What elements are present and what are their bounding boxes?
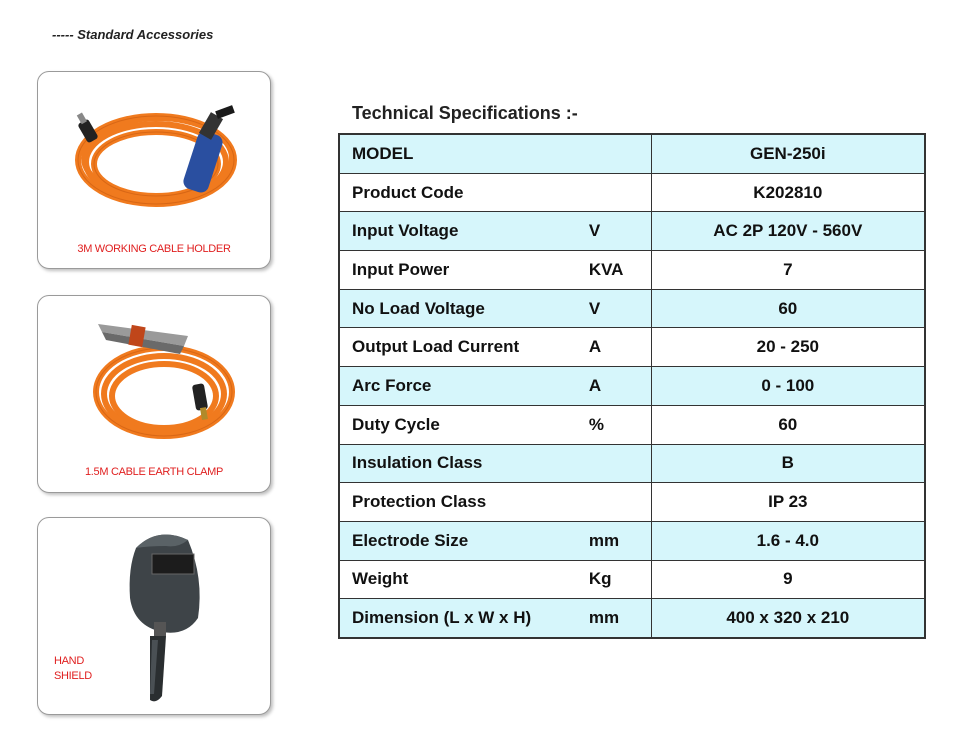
table-row	[339, 212, 925, 251]
spec-value: 1.6 - 4.0	[651, 521, 925, 560]
spec-param: Arc Force	[339, 367, 585, 406]
spec-param: Duty Cycle	[339, 405, 585, 444]
specs-title: Technical Specifications :-	[352, 103, 578, 123]
table-row	[339, 405, 925, 444]
spec-param: Input Power	[339, 251, 585, 290]
spec-unit: V	[585, 289, 651, 328]
table-row	[339, 328, 925, 367]
accessory-caption	[54, 654, 114, 684]
hand-shield-image	[38, 518, 270, 714]
table-row	[339, 289, 925, 328]
spec-unit	[585, 444, 651, 483]
spec-unit: Kg	[585, 560, 651, 599]
spec-value: 7	[651, 251, 925, 290]
model-label: MODEL	[339, 134, 651, 173]
spec-value: K202810	[651, 173, 925, 212]
spec-param: Electrode Size	[339, 521, 585, 560]
table-row	[339, 367, 925, 406]
spec-unit	[585, 173, 651, 212]
model-value: GEN-250i	[651, 134, 925, 173]
accessory-caption: 1.5M CABLE EARTH CLAMP	[84, 466, 224, 478]
earth-clamp-image	[38, 296, 270, 456]
spec-value: 60	[651, 289, 925, 328]
table-row	[339, 599, 925, 638]
spec-param: No Load Voltage	[339, 289, 585, 328]
spec-unit: A	[585, 328, 651, 367]
spec-unit: mm	[585, 599, 651, 638]
accessories-header: ----- Standard Accessories	[52, 27, 214, 42]
accessory-card-hand-shield	[37, 517, 271, 715]
table-row	[339, 521, 925, 560]
spec-value: IP 23	[651, 483, 925, 522]
spec-unit: A	[585, 367, 651, 406]
table-row-model	[339, 134, 925, 173]
spec-param: Dimension (L x W x H)	[339, 599, 585, 638]
accessory-card-cable-holder	[37, 71, 271, 269]
spec-value: 20 - 250	[651, 328, 925, 367]
table-row	[339, 173, 925, 212]
table-row	[339, 560, 925, 599]
spec-param: Insulation Class	[339, 444, 585, 483]
accessory-caption: 3M WORKING CABLE HOLDER	[77, 243, 231, 255]
spec-value: B	[651, 444, 925, 483]
spec-unit: mm	[585, 521, 651, 560]
spec-unit: V	[585, 212, 651, 251]
accessory-card-earth-clamp	[37, 295, 271, 493]
table-row	[339, 251, 925, 290]
cable-holder-image	[38, 72, 270, 232]
spec-value: 0 - 100	[651, 367, 925, 406]
spec-unit: KVA	[585, 251, 651, 290]
spec-param: Output Load Current	[339, 328, 585, 367]
spec-param: Input Voltage	[339, 212, 585, 251]
spec-param: Protection Class	[339, 483, 585, 522]
spec-unit	[585, 483, 651, 522]
spec-value: 60	[651, 405, 925, 444]
table-row	[339, 444, 925, 483]
spec-value: 400 x 320 x 210	[651, 599, 925, 638]
table-row	[339, 483, 925, 522]
spec-unit: %	[585, 405, 651, 444]
caption-line-1: HAND	[54, 655, 84, 667]
specs-table	[338, 133, 926, 639]
spec-param: Weight	[339, 560, 585, 599]
caption-line-2: SHIELD	[54, 670, 92, 682]
spec-value: AC 2P 120V - 560V	[651, 212, 925, 251]
spec-value: 9	[651, 560, 925, 599]
spec-param: Product Code	[339, 173, 585, 212]
